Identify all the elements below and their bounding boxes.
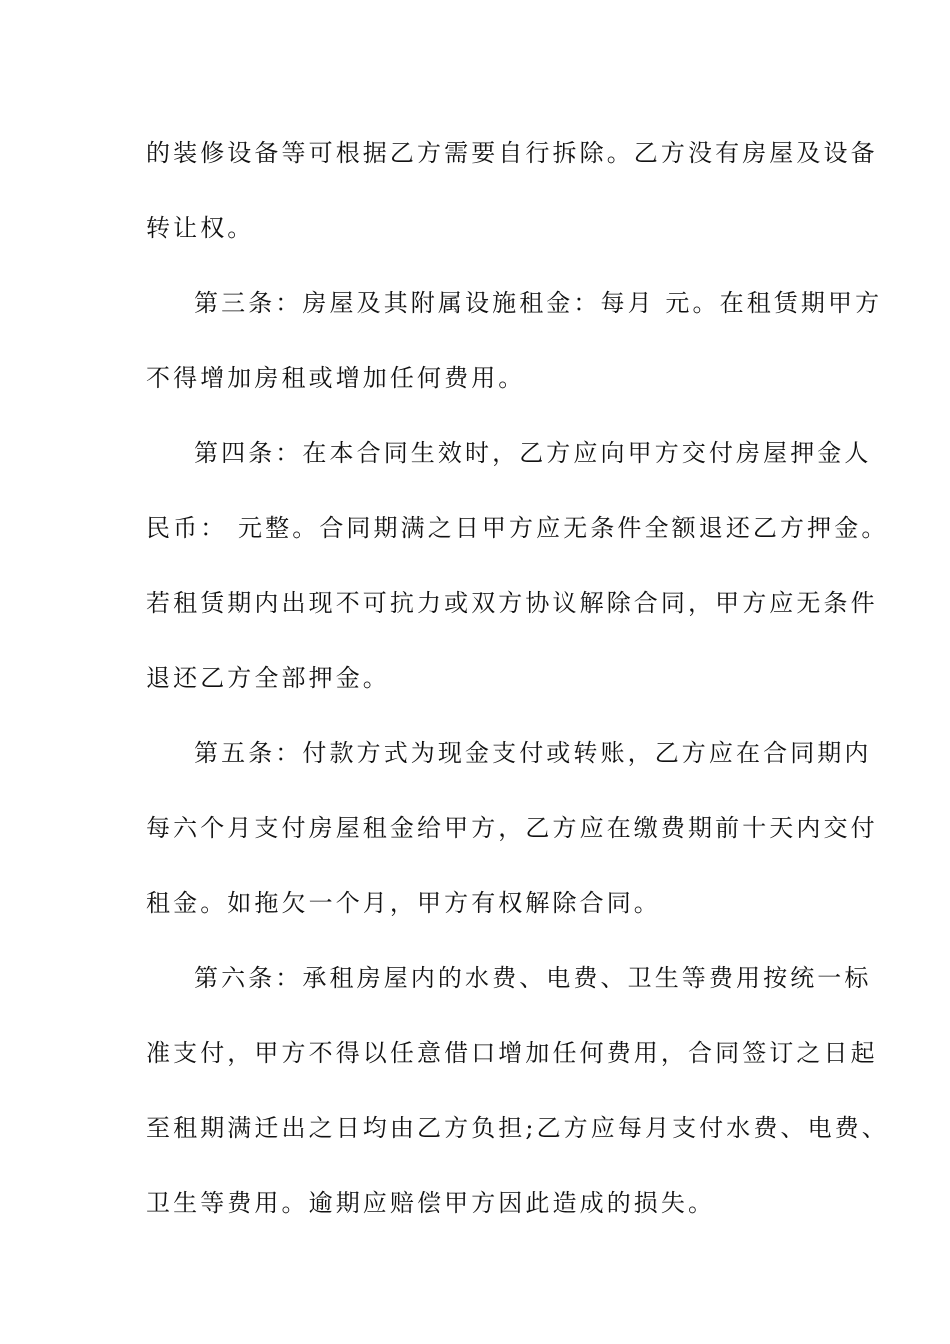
- text-line: 转让权。: [146, 214, 255, 242]
- text-line: 每六个月支付房屋租金给甲方，乙方应在缴费期前十天内交付: [146, 814, 878, 842]
- paragraph-article-6-start: 第六条：承租房屋内的水费、电费、卫生等费用按统一标: [194, 964, 872, 992]
- text-line: 退还乙方全部押金。: [146, 664, 390, 692]
- text-line: 至租期满迁出之日均由乙方负担;乙方应每月支付水费、电费、: [146, 1114, 889, 1142]
- text-line: 民币： 元整。合同期满之日甲方应无条件全额退还乙方押金。: [146, 514, 889, 542]
- text-line: 的装修设备等可根据乙方需要自行拆除。乙方没有房屋及设备: [146, 139, 878, 167]
- text-line: 租金。如拖欠一个月，甲方有权解除合同。: [146, 889, 661, 917]
- text-line: 不得增加房租或增加任何费用。: [146, 364, 526, 392]
- text-line: 准支付，甲方不得以任意借口增加任何费用，合同签订之日起: [146, 1039, 878, 1067]
- paragraph-article-5-start: 第五条：付款方式为现金支付或转账，乙方应在合同期内: [194, 739, 872, 767]
- paragraph-article-4-start: 第四条：在本合同生效时，乙方应向甲方交付房屋押金人: [194, 439, 872, 467]
- text-line: 卫生等费用。逾期应赔偿甲方因此造成的损失。: [146, 1189, 716, 1217]
- text-line: 若租赁期内出现不可抗力或双方协议解除合同，甲方应无条件: [146, 589, 878, 617]
- paragraph-article-3-start: 第三条：房屋及其附属设施租金：每月 元。在租赁期甲方: [194, 289, 883, 317]
